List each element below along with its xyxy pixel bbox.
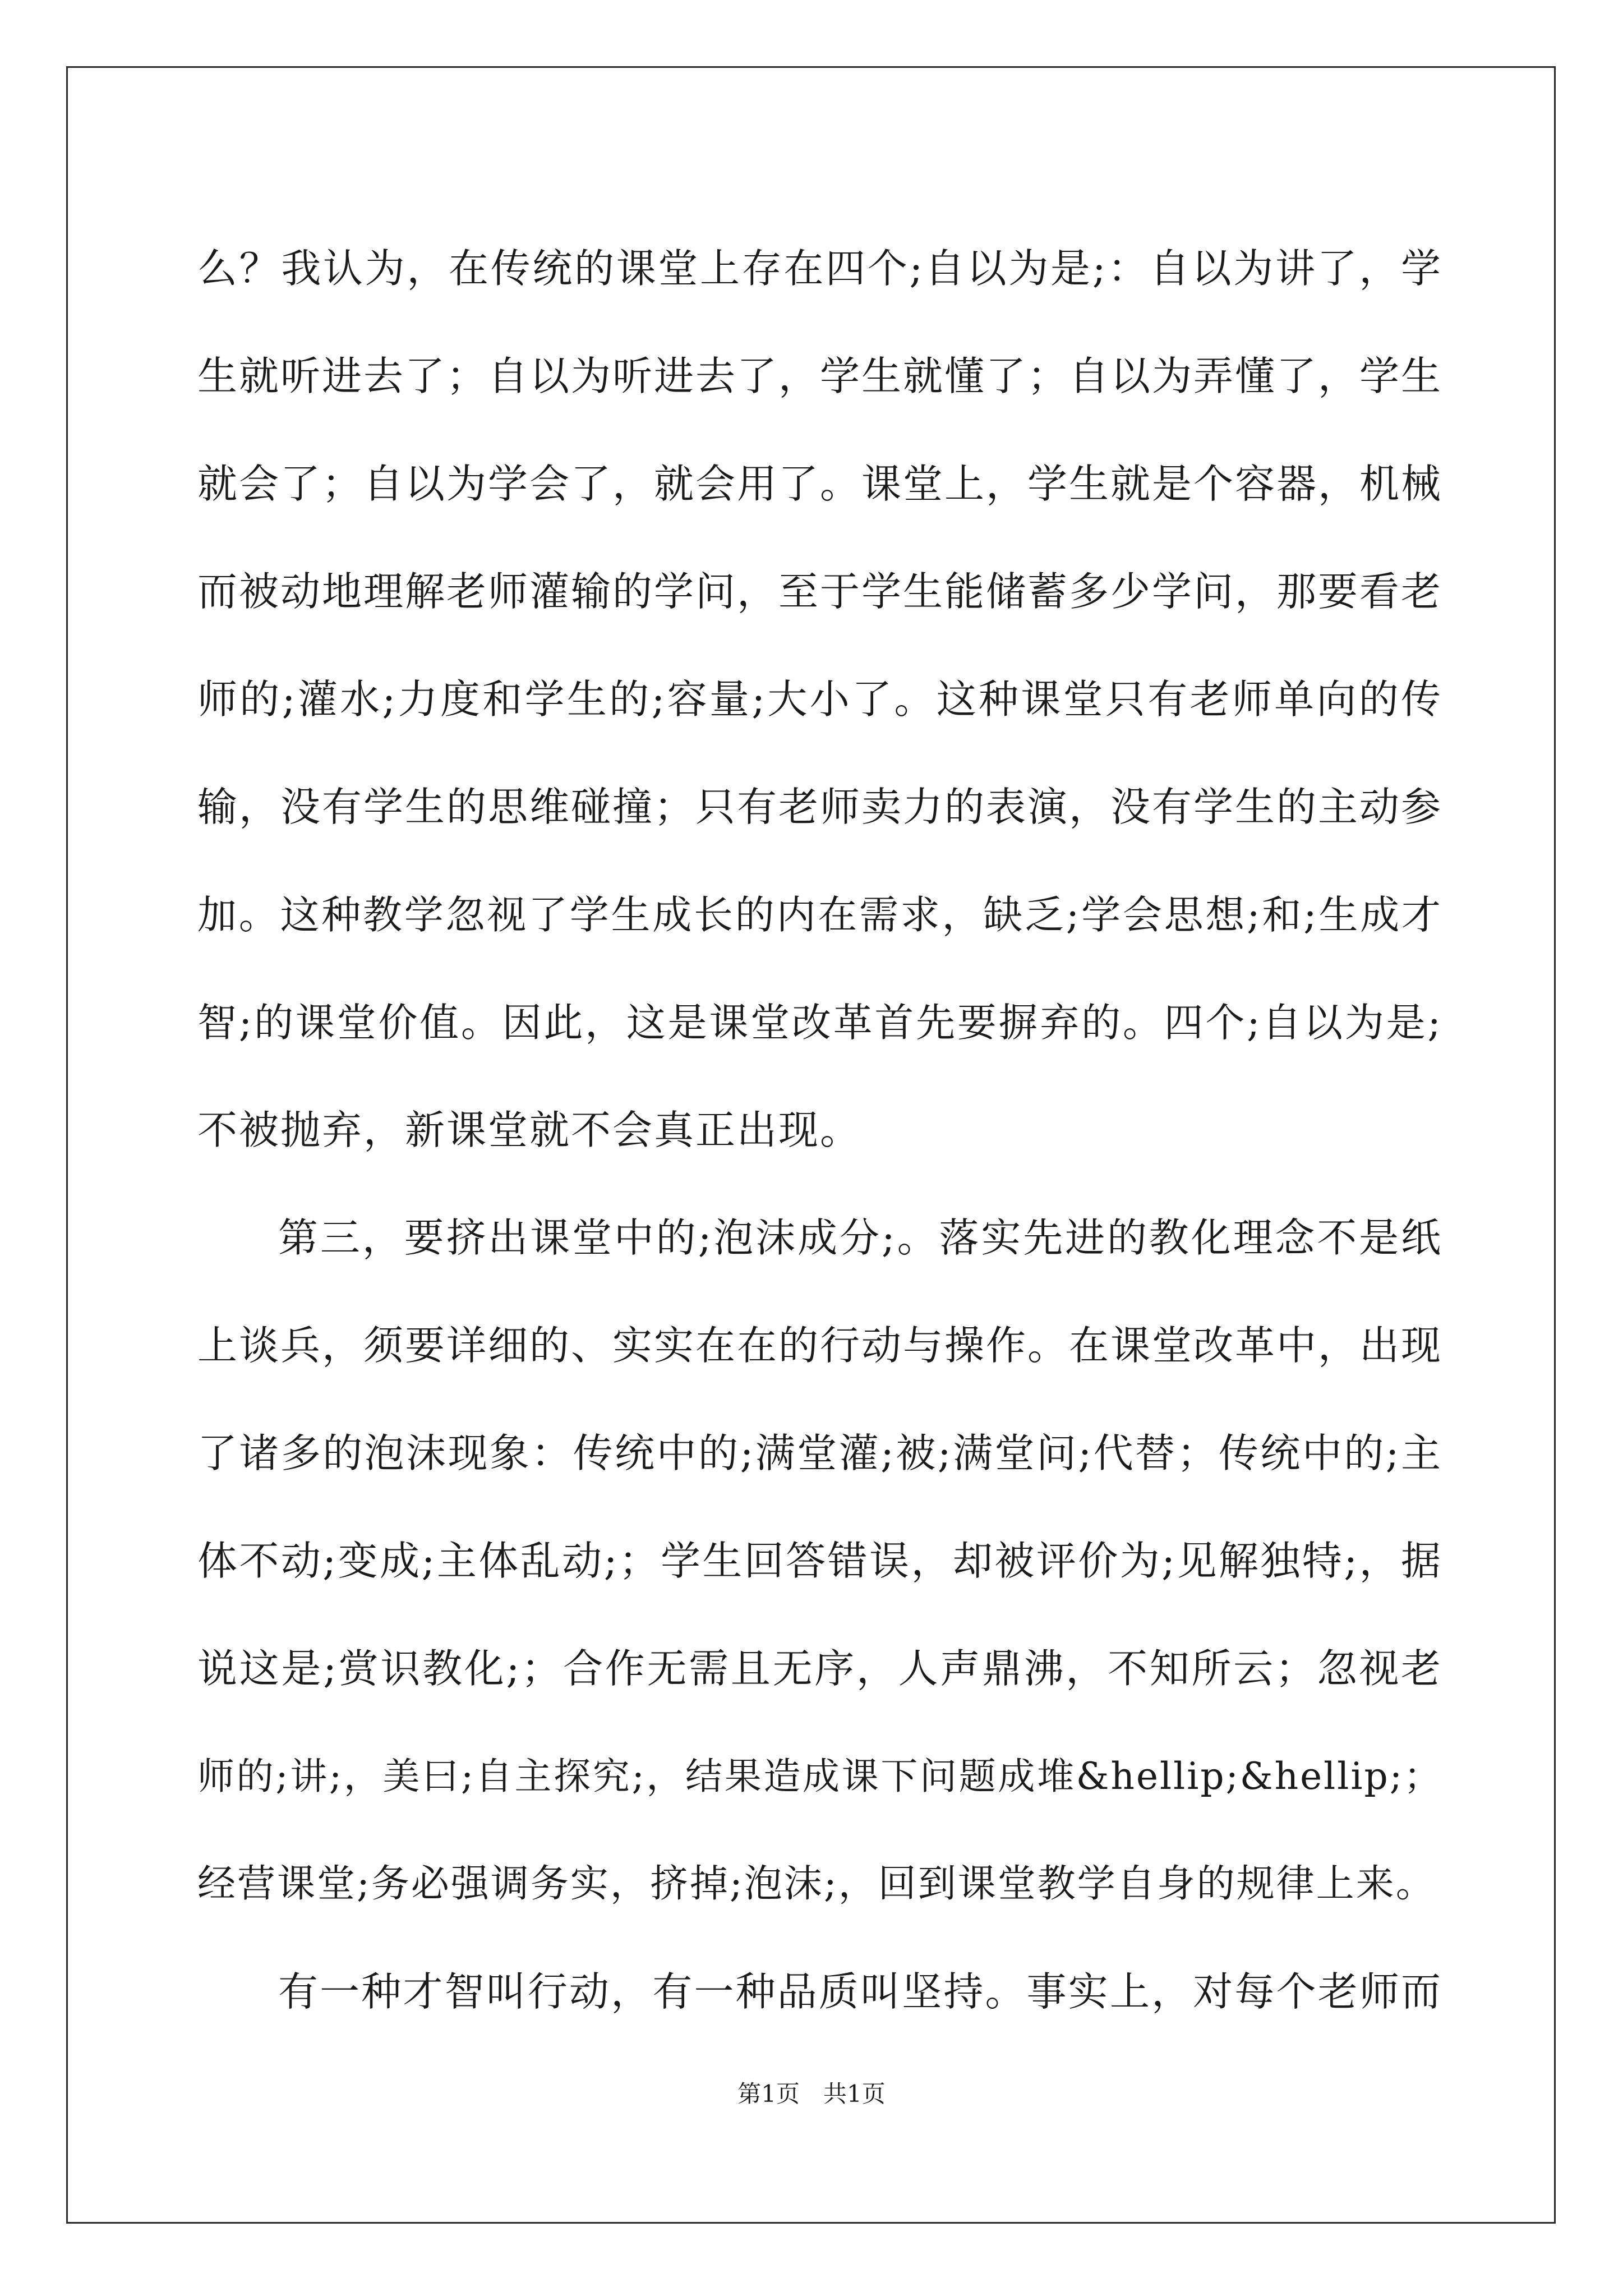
document-body	[197, 215, 1442, 2046]
text-line: 师的;讲;，美曰;自主探究;，结果造成课下问题成堆&hellip;&hellip;；	[197, 1755, 1442, 1798]
text-line: 输，没有学生的思维碰撞；只有老师卖力的表演，没有学生的主动参	[197, 784, 1443, 830]
text-line: 经营课堂;务必强调务实，挤掉;泡沫;，回到课堂教学自身的规律上来。	[197, 1862, 1436, 1906]
text-line: 体不动;变成;主体乱动;；学生回答错误，却被评价为;见解独特;，据	[197, 1538, 1442, 1584]
text-line: 上谈兵，须要详细的、实实在在的行动与操作。在课堂改革中，出现	[197, 1322, 1443, 1369]
paragraph-start-line: 第三，要挤出课堂中的;泡沫成分;。落实先进的教化理念不是纸	[278, 1214, 1442, 1261]
text-line: 智;的课堂价值。因此，这是课堂改革首先要摒弃的。四个;自以为是;	[197, 1000, 1442, 1046]
page-number-footer: 第1页 共1页	[737, 2080, 886, 2108]
text-line: 就会了；自以为学会了，就会用了。课堂上，学生就是个容器，机械	[197, 461, 1443, 507]
paragraph-start-line: 有一种才智叫行动，有一种品质叫坚持。事实上，对每个老师而	[278, 1968, 1442, 2015]
text-line: 么？我认为，在传统的课堂上存在四个;自以为是;：自以为讲了，学	[197, 245, 1442, 292]
text-line: 了诸多的泡沫现象：传统中的;满堂灌;被;满堂问;代替；传统中的;主	[197, 1430, 1442, 1476]
text-line: 而被动地理解老师灌输的学问，至于学生能储蓄多少学问，那要看老	[197, 568, 1443, 615]
text-line: 加。这种教学忽视了学生成长的内在需求，缺乏;学会思想;和;生成才	[197, 892, 1442, 938]
text-line: 说这是;赏识教化;；合作无需且无序，人声鼎沸，不知所云；忽视老	[197, 1645, 1442, 1692]
text-line: 不被抛弃，新课堂就不会真正出现。	[197, 1107, 862, 1153]
text-line: 生就听进去了；自以为听进去了，学生就懂了；自以为弄懂了，学生	[197, 353, 1443, 399]
text-line: 师的;灌水;力度和学生的;容量;大小了。这种课堂只有老师单向的传	[197, 676, 1442, 723]
